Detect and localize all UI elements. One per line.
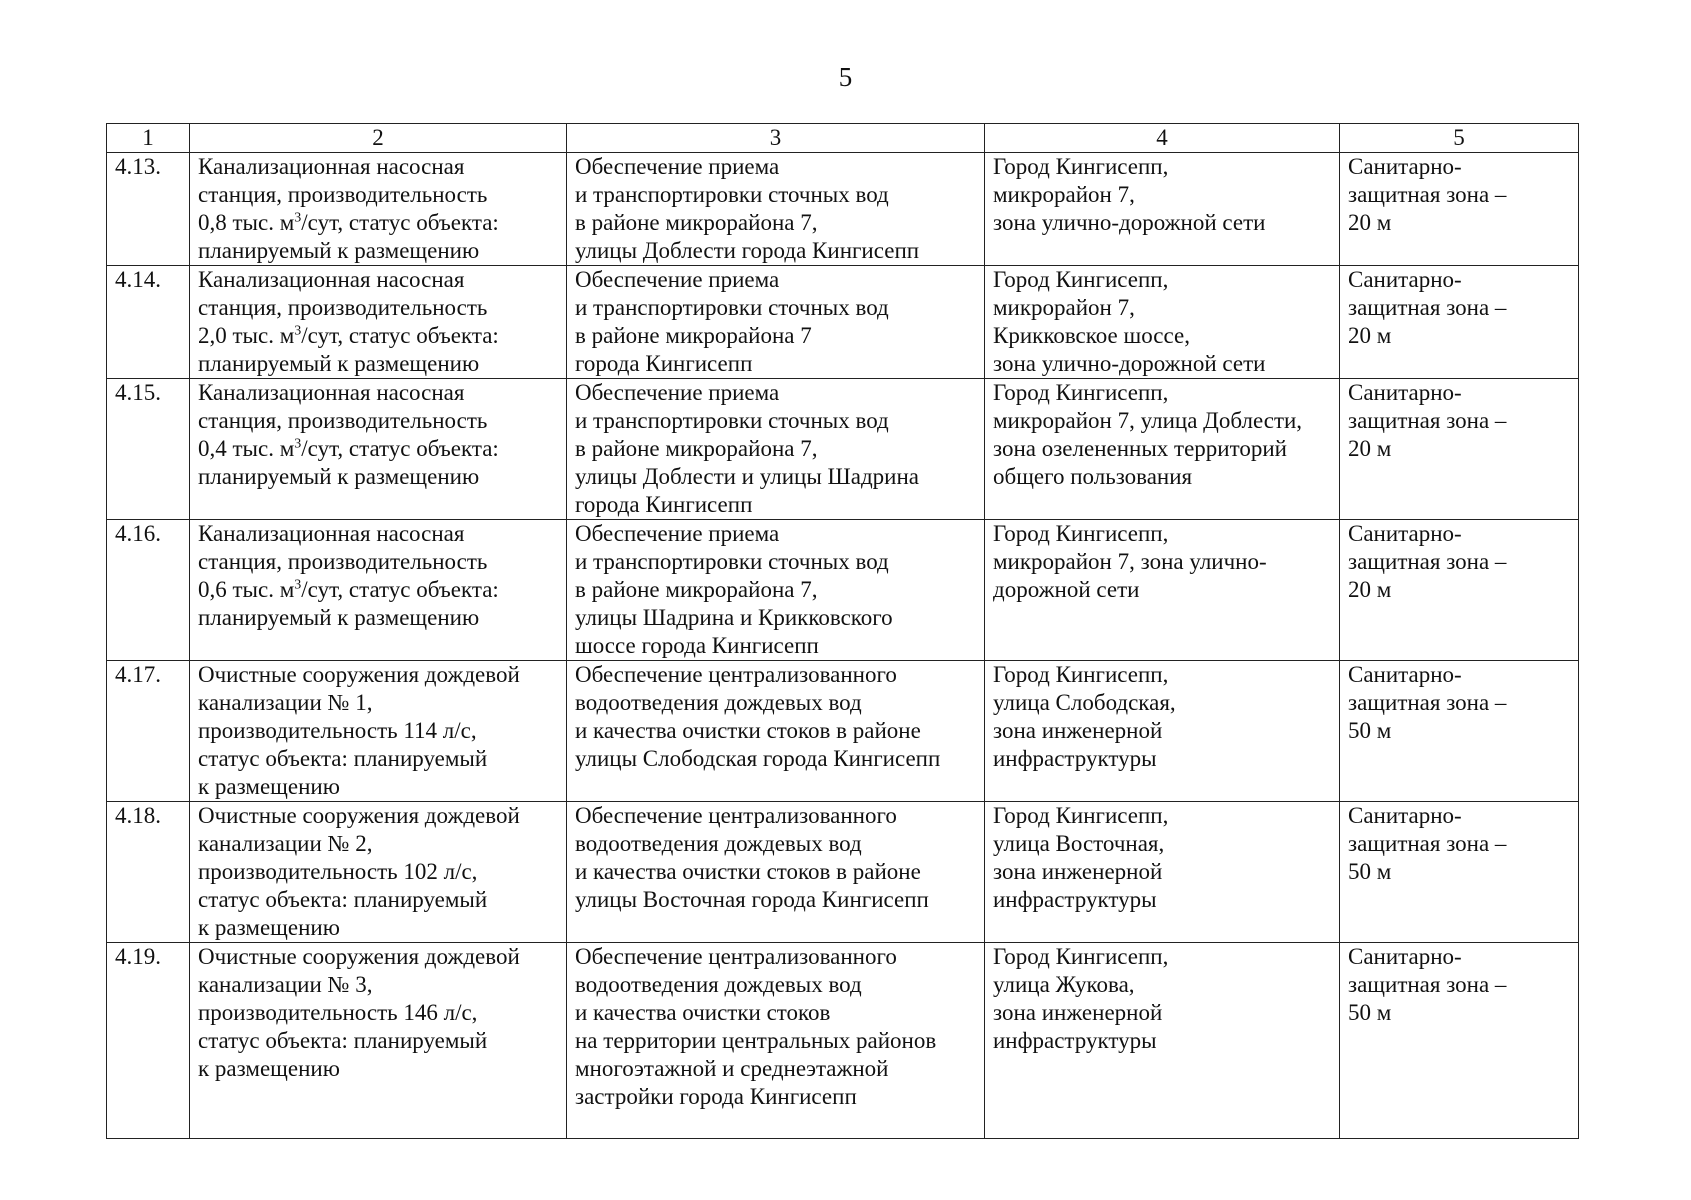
facility-location: Город Кингисепп, улица Восточная, зона инженерной инфраструктуры [985,802,1340,943]
row-number: 4.16. [107,520,190,661]
row-number: 4.13. [107,153,190,266]
table-row [107,379,1579,520]
facility-name-text-cont: /сут, статус объекта: планируемый к размещению [198,323,499,376]
page-number: 5 [838,62,853,92]
table-row [107,266,1579,379]
table-row [107,661,1579,802]
facility-location: Город Кингисепп, микрорайон 7, зона улично- дорожной сети [985,520,1340,661]
facility-purpose: Обеспечение централизованного водоотведения дождевых вод и качества очистки стоков на территории центральных районов многоэтажной и среднеэтажной застройки города Кингисепп [567,943,985,1139]
facility-name [190,661,567,802]
facility-name-text-cont: /сут, статус объекта: планируемый к размещению [198,577,499,630]
table-row [107,943,1579,1139]
table-row [107,520,1579,661]
superscript: 3 [294,323,302,339]
facility-name-text: Очистные сооружения дождевой канализации № 2, производительность 102 л/с, статус объекта: планируемый к размещению [198,803,520,940]
row-number: 4.19. [107,943,190,1139]
facility-location: Город Кингисепп, улица Слободская, зона инженерной инфраструктуры [985,661,1340,802]
column-header-2: 2 [190,124,567,153]
sanitary-zone: Санитарно- защитная зона – 20 м [1340,379,1579,520]
column-header-4: 4 [985,124,1340,153]
facility-name [190,266,567,379]
facility-name-text: Канализационная насосная станция, производительность 0,8 тыс. м [198,154,488,235]
sanitary-zone: Санитарно- защитная зона – 50 м [1340,943,1579,1139]
sanitary-zone: Санитарно- защитная зона – 20 м [1340,266,1579,379]
facilities-table [106,123,1579,1139]
facility-purpose: Обеспечение централизованного водоотведения дождевых вод и качества очистки стоков в районе улицы Восточная города Кингисепп [567,802,985,943]
facility-name-text: Канализационная насосная станция, производительность 2,0 тыс. м [198,267,488,348]
facility-name-text: Очистные сооружения дождевой канализации № 1, производительность 114 л/с, статус объекта: планируемый к размещению [198,662,520,799]
facility-purpose: Обеспечение приема и транспортировки сточных вод в районе микрорайона 7, улицы Доблести и улицы Шадрина города Кингисепп [567,379,985,520]
facility-purpose: Обеспечение приема и транспортировки сточных вод в районе микрорайона 7, улицы Доблести города Кингисепп [567,153,985,266]
facility-name [190,802,567,943]
sanitary-zone: Санитарно- защитная зона – 50 м [1340,661,1579,802]
sanitary-zone: Санитарно- защитная зона – 20 м [1340,520,1579,661]
facility-name-text: Канализационная насосная станция, производительность 0,4 тыс. м [198,380,488,461]
superscript: 3 [294,577,302,593]
column-header-1: 1 [107,124,190,153]
facility-location: Город Кингисепп, микрорайон 7, улица Доблести, зона озелененных территорий общего пользования [985,379,1340,520]
facility-name-text-cont: /сут, статус объекта: планируемый к размещению [198,210,499,263]
facility-location: Город Кингисепп, улица Жукова, зона инженерной инфраструктуры [985,943,1340,1139]
row-number: 4.14. [107,266,190,379]
table-row [107,153,1579,266]
facility-location: Город Кингисепп, микрорайон 7, зона улично-дорожной сети [985,153,1340,266]
superscript: 3 [294,210,302,226]
facility-purpose: Обеспечение централизованного водоотведения дождевых вод и качества очистки стоков в районе улицы Слободская города Кингисепп [567,661,985,802]
facility-name-text: Очистные сооружения дождевой канализации № 3, производительность 146 л/с, статус объекта: планируемый к размещению [198,944,520,1081]
facility-name [190,520,567,661]
column-header-5: 5 [1340,124,1579,153]
facility-name [190,153,567,266]
table-row [107,802,1579,943]
facility-purpose: Обеспечение приема и транспортировки сточных вод в районе микрорайона 7, улицы Шадрина и Крикковского шоссе города Кингисепп [567,520,985,661]
superscript: 3 [294,436,302,452]
facility-location: Город Кингисепп, микрорайон 7, Крикковское шоссе, зона улично-дорожной сети [985,266,1340,379]
sanitary-zone: Санитарно- защитная зона – 50 м [1340,802,1579,943]
facility-name [190,379,567,520]
facility-name [190,943,567,1139]
table-header-row [107,124,1579,153]
facility-name-text: Канализационная насосная станция, производительность 0,6 тыс. м [198,521,488,602]
facility-purpose: Обеспечение приема и транспортировки сточных вод в районе микрорайона 7 города Кингисепп [567,266,985,379]
row-number: 4.15. [107,379,190,520]
sanitary-zone: Санитарно- защитная зона – 20 м [1340,153,1579,266]
column-header-3: 3 [567,124,985,153]
row-number: 4.18. [107,802,190,943]
facility-name-text-cont: /сут, статус объекта: планируемый к размещению [198,436,499,489]
row-number: 4.17. [107,661,190,802]
